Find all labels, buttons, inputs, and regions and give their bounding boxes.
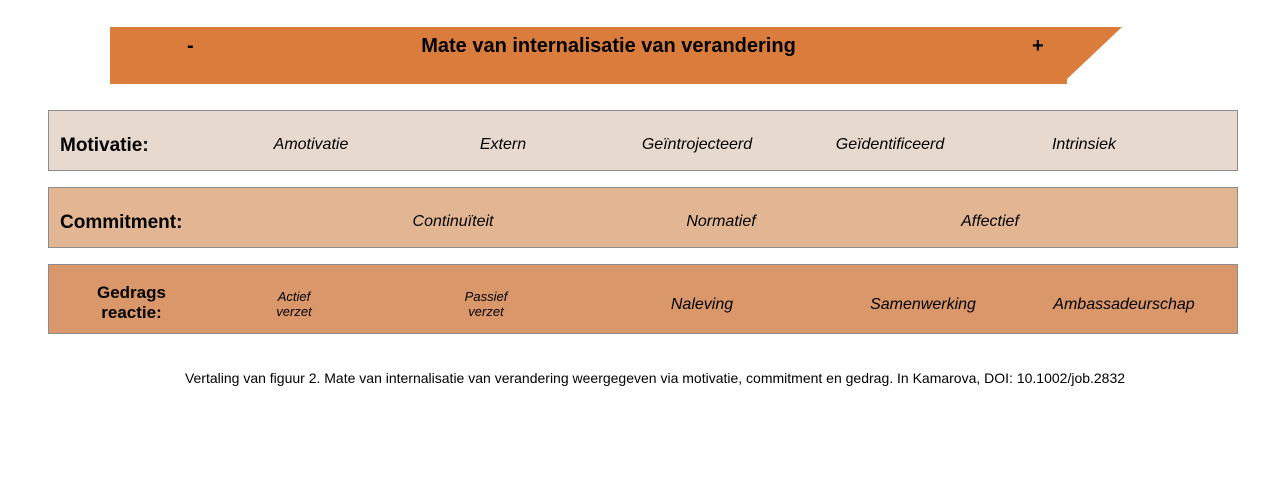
motivation-item: Extern [479, 136, 527, 153]
commitment-item: Affectief [961, 213, 1019, 230]
behavior-item [276, 289, 311, 319]
figure-caption: Vertaling van figuur 2. Mate van internalisatie van verandering weergegeven via motivatie, commitment en gedrag. In Kamarova, DOI: 10.1002/job.2832 [184, 370, 1126, 386]
behavior-item-line2: verzet [276, 304, 312, 319]
commitment-label: Commitment: [60, 212, 183, 233]
arrow-plus-sign: + [1032, 35, 1044, 57]
commitment-item: Continuïteit [412, 213, 494, 230]
behavior-item: Naleving [670, 296, 734, 313]
arrow-title: Mate van internalisatie van verandering [421, 35, 796, 57]
arrow-minus-sign: - [187, 35, 194, 57]
behavior-item-line1: Passief [464, 289, 508, 304]
motivation-item: Amotivatie [273, 136, 349, 153]
motivation-item: Geïntrojecteerd [641, 136, 753, 153]
behavior-label-line2: reactie: [101, 303, 162, 322]
motivation-item: Intrinsiek [1051, 136, 1117, 153]
behavior-item [465, 289, 508, 319]
behavior-item: Ambassadeurschap [1053, 296, 1195, 313]
commitment-item: Normatief [686, 213, 756, 230]
motivation-item: Geïdentificeerd [835, 136, 945, 153]
behavior-label-line1: Gedrags [97, 283, 166, 302]
behavior-row [48, 264, 1238, 334]
behavior-item-line1: Actief [277, 289, 311, 304]
behavior-item-line2: verzet [468, 304, 504, 319]
motivation-label: Motivatie: [60, 135, 149, 156]
behavior-item: Samenwerking [870, 296, 976, 313]
commitment-row [48, 187, 1238, 248]
internalization-arrow [110, 27, 1124, 84]
motivation-row [48, 110, 1238, 171]
behavior-label [59, 283, 204, 323]
